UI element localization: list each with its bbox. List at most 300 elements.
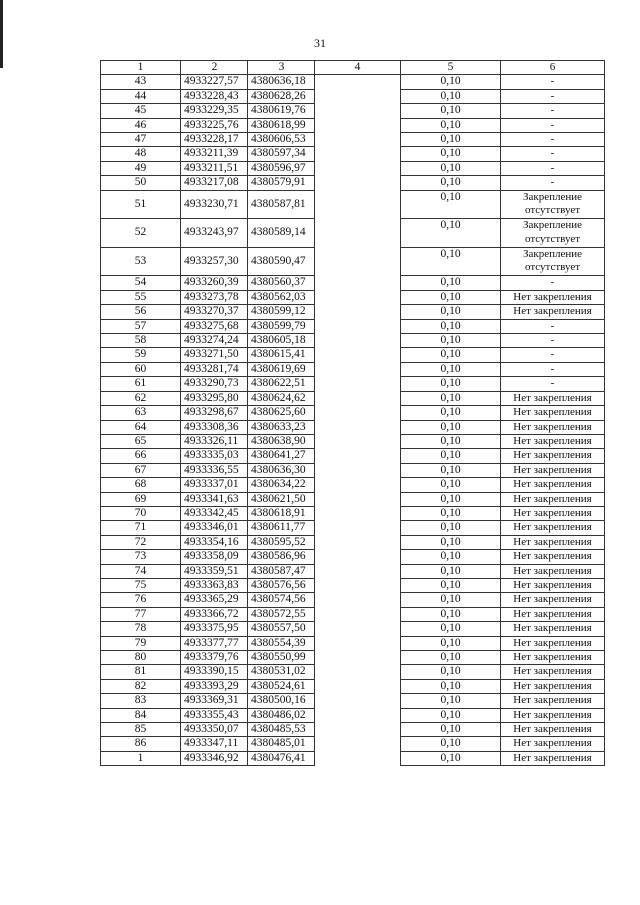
empty-cell (315, 305, 401, 319)
table-row (101, 406, 605, 420)
fixation-cell: - (501, 276, 605, 290)
x-coordinate-cell: 4933257,30 (181, 247, 248, 276)
fixation-cell: Нет закрепления (501, 636, 605, 650)
x-coordinate-cell: 4933347,11 (181, 737, 248, 751)
point-number-cell: 86 (101, 737, 181, 751)
column-header-6: 6 (501, 61, 605, 75)
y-coordinate-cell: 4380599,12 (248, 305, 315, 319)
accuracy-cell: 0,10 (401, 276, 501, 290)
table-row (101, 391, 605, 405)
fixation-cell: Нет закрепления (501, 694, 605, 708)
empty-cell (315, 679, 401, 693)
x-coordinate-cell: 4933228,43 (181, 89, 248, 103)
accuracy-cell: 0,10 (401, 550, 501, 564)
accuracy-cell: 0,10 (401, 593, 501, 607)
fixation-cell: Нет закрепления (501, 305, 605, 319)
y-coordinate-cell: 4380597,34 (248, 147, 315, 161)
y-coordinate-cell: 4380638,90 (248, 434, 315, 448)
point-number-cell: 79 (101, 636, 181, 650)
accuracy-cell: 0,10 (401, 723, 501, 737)
x-coordinate-cell: 4933230,71 (181, 190, 248, 219)
table-row (101, 319, 605, 333)
table-row (101, 104, 605, 118)
fixation-cell: - (501, 104, 605, 118)
y-coordinate-cell: 4380500,16 (248, 694, 315, 708)
y-coordinate-cell: 4380633,23 (248, 420, 315, 434)
fixation-cell: - (501, 319, 605, 333)
point-number-cell: 58 (101, 334, 181, 348)
fixation-cell: Нет закрепления (501, 723, 605, 737)
x-coordinate-cell: 4933335,03 (181, 449, 248, 463)
accuracy-cell: 0,10 (401, 133, 501, 147)
column-header-5: 5 (401, 61, 501, 75)
point-number-cell: 46 (101, 118, 181, 132)
point-number-cell: 57 (101, 319, 181, 333)
y-coordinate-cell: 4380596,97 (248, 161, 315, 175)
fixation-cell: Нет закрепления (501, 535, 605, 549)
y-coordinate-cell: 4380550,99 (248, 651, 315, 665)
fixation-cell: - (501, 176, 605, 190)
empty-cell (315, 89, 401, 103)
empty-cell (315, 723, 401, 737)
point-number-cell: 55 (101, 290, 181, 304)
accuracy-cell: 0,10 (401, 176, 501, 190)
point-number-cell: 74 (101, 564, 181, 578)
empty-cell (315, 622, 401, 636)
empty-cell (315, 665, 401, 679)
table-row (101, 176, 605, 190)
fixation-cell: Нет закрепления (501, 420, 605, 434)
y-coordinate-cell: 4380590,47 (248, 247, 315, 276)
empty-cell (315, 377, 401, 391)
table-row (101, 679, 605, 693)
x-coordinate-cell: 4933243,97 (181, 219, 248, 248)
point-number-cell: 66 (101, 449, 181, 463)
empty-cell (315, 463, 401, 477)
empty-cell (315, 651, 401, 665)
accuracy-cell: 0,10 (401, 334, 501, 348)
accuracy-cell: 0,10 (401, 564, 501, 578)
fixation-cell: Нет закрепления (501, 665, 605, 679)
point-number-cell: 69 (101, 492, 181, 506)
y-coordinate-cell: 4380562,03 (248, 290, 315, 304)
x-coordinate-cell: 4933295,80 (181, 391, 248, 405)
table-row (101, 334, 605, 348)
table-row (101, 665, 605, 679)
empty-cell (315, 133, 401, 147)
fixation-cell: Нет закрепления (501, 578, 605, 592)
table-row (101, 449, 605, 463)
x-coordinate-cell: 4933346,01 (181, 521, 248, 535)
y-coordinate-cell: 4380486,02 (248, 708, 315, 722)
fixation-cell: Нет закрепления (501, 434, 605, 448)
accuracy-cell: 0,10 (401, 348, 501, 362)
table-row (101, 305, 605, 319)
column-header-3: 3 (248, 61, 315, 75)
point-number-cell: 44 (101, 89, 181, 103)
y-coordinate-cell: 4380636,18 (248, 75, 315, 89)
y-coordinate-cell: 4380557,50 (248, 622, 315, 636)
point-number-cell: 72 (101, 535, 181, 549)
empty-cell (315, 406, 401, 420)
point-number-cell: 61 (101, 377, 181, 391)
x-coordinate-cell: 4933346,92 (181, 751, 248, 765)
table-row (101, 593, 605, 607)
table-row (101, 377, 605, 391)
point-number-cell: 68 (101, 478, 181, 492)
table-row (101, 478, 605, 492)
point-number-cell: 71 (101, 521, 181, 535)
fixation-cell: Нет закрепления (501, 679, 605, 693)
empty-cell (315, 607, 401, 621)
fixation-cell: - (501, 362, 605, 376)
empty-cell (315, 75, 401, 89)
x-coordinate-cell: 4933274,24 (181, 334, 248, 348)
fixation-cell: - (501, 161, 605, 175)
point-number-cell: 53 (101, 247, 181, 276)
empty-cell (315, 708, 401, 722)
point-number-cell: 45 (101, 104, 181, 118)
point-number-cell: 78 (101, 622, 181, 636)
fixation-cell: - (501, 133, 605, 147)
y-coordinate-cell: 4380554,39 (248, 636, 315, 650)
point-number-cell: 50 (101, 176, 181, 190)
fixation-cell: Нет закрепления (501, 564, 605, 578)
fixation-cell: Нет закрепления (501, 607, 605, 621)
empty-cell (315, 348, 401, 362)
x-coordinate-cell: 4933308,36 (181, 420, 248, 434)
table-body (101, 61, 605, 766)
y-coordinate-cell: 4380618,99 (248, 118, 315, 132)
x-coordinate-cell: 4933365,29 (181, 593, 248, 607)
table-row (101, 651, 605, 665)
accuracy-cell: 0,10 (401, 420, 501, 434)
x-coordinate-cell: 4933393,29 (181, 679, 248, 693)
point-number-cell: 67 (101, 463, 181, 477)
y-coordinate-cell: 4380605,18 (248, 334, 315, 348)
fixation-cell: Нет закрепления (501, 708, 605, 722)
empty-cell (315, 161, 401, 175)
accuracy-cell: 0,10 (401, 377, 501, 391)
fixation-cell: Нет закрепления (501, 593, 605, 607)
empty-cell (315, 636, 401, 650)
column-header-1: 1 (101, 61, 181, 75)
empty-cell (315, 247, 401, 276)
x-coordinate-cell: 4933217,08 (181, 176, 248, 190)
table-row (101, 564, 605, 578)
y-coordinate-cell: 4380618,91 (248, 506, 315, 520)
x-coordinate-cell: 4933270,37 (181, 305, 248, 319)
accuracy-cell: 0,10 (401, 708, 501, 722)
table-row (101, 708, 605, 722)
point-number-cell: 76 (101, 593, 181, 607)
accuracy-cell: 0,10 (401, 478, 501, 492)
table-row (101, 362, 605, 376)
fixation-cell: - (501, 334, 605, 348)
table-row (101, 348, 605, 362)
y-coordinate-cell: 4380628,26 (248, 89, 315, 103)
empty-cell (315, 593, 401, 607)
x-coordinate-cell: 4933337,01 (181, 478, 248, 492)
accuracy-cell: 0,10 (401, 737, 501, 751)
point-number-cell: 63 (101, 406, 181, 420)
empty-cell (315, 334, 401, 348)
accuracy-cell: 0,10 (401, 305, 501, 319)
point-number-cell: 80 (101, 651, 181, 665)
y-coordinate-cell: 4380579,91 (248, 176, 315, 190)
x-coordinate-cell: 4933342,45 (181, 506, 248, 520)
y-coordinate-cell: 4380476,41 (248, 751, 315, 765)
empty-cell (315, 118, 401, 132)
accuracy-cell: 0,10 (401, 521, 501, 535)
accuracy-cell: 0,10 (401, 449, 501, 463)
point-number-cell: 52 (101, 219, 181, 248)
table-row (101, 219, 605, 248)
point-number-cell: 85 (101, 723, 181, 737)
y-coordinate-cell: 4380619,76 (248, 104, 315, 118)
table-row (101, 118, 605, 132)
accuracy-cell: 0,10 (401, 622, 501, 636)
empty-cell (315, 420, 401, 434)
table-row (101, 622, 605, 636)
x-coordinate-cell: 4933358,09 (181, 550, 248, 564)
x-coordinate-cell: 4933260,39 (181, 276, 248, 290)
point-number-cell: 59 (101, 348, 181, 362)
table-row (101, 506, 605, 520)
table-row (101, 463, 605, 477)
y-coordinate-cell: 4380606,53 (248, 133, 315, 147)
y-coordinate-cell: 4380485,01 (248, 737, 315, 751)
fixation-cell: - (501, 377, 605, 391)
accuracy-cell: 0,10 (401, 578, 501, 592)
fixation-cell: Закрепление отсутствует (501, 247, 605, 276)
y-coordinate-cell: 4380587,81 (248, 190, 315, 219)
accuracy-cell: 0,10 (401, 104, 501, 118)
accuracy-cell: 0,10 (401, 406, 501, 420)
fixation-cell: Нет закрепления (501, 290, 605, 304)
page-edge-mark (0, 0, 3, 68)
x-coordinate-cell: 4933211,39 (181, 147, 248, 161)
x-coordinate-cell: 4933275,68 (181, 319, 248, 333)
x-coordinate-cell: 4933298,67 (181, 406, 248, 420)
column-header-4: 4 (315, 61, 401, 75)
empty-cell (315, 362, 401, 376)
table-row (101, 434, 605, 448)
y-coordinate-cell: 4380621,50 (248, 492, 315, 506)
y-coordinate-cell: 4380574,56 (248, 593, 315, 607)
table-row (101, 75, 605, 89)
table-row (101, 694, 605, 708)
y-coordinate-cell: 4380619,69 (248, 362, 315, 376)
empty-cell (315, 521, 401, 535)
point-number-cell: 73 (101, 550, 181, 564)
point-number-cell: 48 (101, 147, 181, 161)
table-row (101, 521, 605, 535)
y-coordinate-cell: 4380599,79 (248, 319, 315, 333)
accuracy-cell: 0,10 (401, 607, 501, 621)
table-row (101, 147, 605, 161)
accuracy-cell: 0,10 (401, 434, 501, 448)
fixation-cell: Нет закрепления (501, 751, 605, 765)
point-number-cell: 60 (101, 362, 181, 376)
y-coordinate-cell: 4380624,62 (248, 391, 315, 405)
table-row (101, 636, 605, 650)
point-number-cell: 81 (101, 665, 181, 679)
x-coordinate-cell: 4933336,55 (181, 463, 248, 477)
empty-cell (315, 550, 401, 564)
table-row (101, 607, 605, 621)
y-coordinate-cell: 4380615,41 (248, 348, 315, 362)
column-header-2: 2 (181, 61, 248, 75)
fixation-cell: - (501, 118, 605, 132)
accuracy-cell: 0,10 (401, 506, 501, 520)
y-coordinate-cell: 4380625,60 (248, 406, 315, 420)
accuracy-cell: 0,10 (401, 463, 501, 477)
fixation-cell: Закрепление отсутствует (501, 190, 605, 219)
empty-cell (315, 147, 401, 161)
table-row (101, 751, 605, 765)
accuracy-cell: 0,10 (401, 665, 501, 679)
empty-cell (315, 391, 401, 405)
y-coordinate-cell: 4380572,55 (248, 607, 315, 621)
point-number-cell: 84 (101, 708, 181, 722)
x-coordinate-cell: 4933350,07 (181, 723, 248, 737)
fixation-cell: - (501, 89, 605, 103)
empty-cell (315, 506, 401, 520)
x-coordinate-cell: 4933273,78 (181, 290, 248, 304)
point-number-cell: 49 (101, 161, 181, 175)
fixation-cell: - (501, 75, 605, 89)
y-coordinate-cell: 4380589,14 (248, 219, 315, 248)
empty-cell (315, 434, 401, 448)
accuracy-cell: 0,10 (401, 362, 501, 376)
x-coordinate-cell: 4933290,73 (181, 377, 248, 391)
y-coordinate-cell: 4380641,27 (248, 449, 315, 463)
fixation-cell: Нет закрепления (501, 449, 605, 463)
fixation-cell: Нет закрепления (501, 521, 605, 535)
empty-cell (315, 319, 401, 333)
y-coordinate-cell: 4380636,30 (248, 463, 315, 477)
table-row (101, 723, 605, 737)
x-coordinate-cell: 4933225,76 (181, 118, 248, 132)
point-number-cell: 83 (101, 694, 181, 708)
point-number-cell: 47 (101, 133, 181, 147)
point-number-cell: 64 (101, 420, 181, 434)
empty-cell (315, 190, 401, 219)
y-coordinate-cell: 4380576,56 (248, 578, 315, 592)
fixation-cell: - (501, 348, 605, 362)
empty-cell (315, 751, 401, 765)
x-coordinate-cell: 4933326,11 (181, 434, 248, 448)
point-number-cell: 82 (101, 679, 181, 693)
empty-cell (315, 564, 401, 578)
empty-cell (315, 276, 401, 290)
x-coordinate-cell: 4933227,57 (181, 75, 248, 89)
x-coordinate-cell: 4933354,16 (181, 535, 248, 549)
fixation-cell: Нет закрепления (501, 737, 605, 751)
x-coordinate-cell: 4933379,76 (181, 651, 248, 665)
accuracy-cell: 0,10 (401, 651, 501, 665)
table-header-row (101, 61, 605, 75)
page-number: 31 (314, 36, 326, 50)
point-number-cell: 54 (101, 276, 181, 290)
table-row (101, 492, 605, 506)
fixation-cell: Нет закрепления (501, 492, 605, 506)
point-number-cell: 75 (101, 578, 181, 592)
fixation-cell: Нет закрепления (501, 391, 605, 405)
accuracy-cell: 0,10 (401, 391, 501, 405)
x-coordinate-cell: 4933359,51 (181, 564, 248, 578)
fixation-cell: Нет закрепления (501, 478, 605, 492)
fixation-cell: Нет закрепления (501, 550, 605, 564)
x-coordinate-cell: 4933281,74 (181, 362, 248, 376)
y-coordinate-cell: 4380524,61 (248, 679, 315, 693)
accuracy-cell: 0,10 (401, 492, 501, 506)
table-row (101, 737, 605, 751)
empty-cell (315, 176, 401, 190)
point-number-cell: 70 (101, 506, 181, 520)
table-row (101, 133, 605, 147)
empty-cell (315, 449, 401, 463)
point-number-cell: 51 (101, 190, 181, 219)
x-coordinate-cell: 4933228,17 (181, 133, 248, 147)
accuracy-cell: 0,10 (401, 319, 501, 333)
x-coordinate-cell: 4933271,50 (181, 348, 248, 362)
x-coordinate-cell: 4933229,35 (181, 104, 248, 118)
x-coordinate-cell: 4933377,77 (181, 636, 248, 650)
x-coordinate-cell: 4933355,43 (181, 708, 248, 722)
table-row (101, 190, 605, 219)
accuracy-cell: 0,10 (401, 636, 501, 650)
point-number-cell: 56 (101, 305, 181, 319)
y-coordinate-cell: 4380560,37 (248, 276, 315, 290)
accuracy-cell: 0,10 (401, 219, 501, 248)
x-coordinate-cell: 4933369,31 (181, 694, 248, 708)
point-number-cell: 43 (101, 75, 181, 89)
table-row (101, 550, 605, 564)
accuracy-cell: 0,10 (401, 190, 501, 219)
x-coordinate-cell: 4933390,15 (181, 665, 248, 679)
empty-cell (315, 578, 401, 592)
point-number-cell: 77 (101, 607, 181, 621)
empty-cell (315, 290, 401, 304)
accuracy-cell: 0,10 (401, 75, 501, 89)
table-row (101, 161, 605, 175)
empty-cell (315, 535, 401, 549)
coordinates-table (100, 60, 605, 766)
table-row (101, 247, 605, 276)
y-coordinate-cell: 4380587,47 (248, 564, 315, 578)
x-coordinate-cell: 4933375,95 (181, 622, 248, 636)
point-number-cell: 62 (101, 391, 181, 405)
y-coordinate-cell: 4380485,53 (248, 723, 315, 737)
empty-cell (315, 478, 401, 492)
table-row (101, 290, 605, 304)
accuracy-cell: 0,10 (401, 751, 501, 765)
y-coordinate-cell: 4380634,22 (248, 478, 315, 492)
fixation-cell: Нет закрепления (501, 651, 605, 665)
accuracy-cell: 0,10 (401, 679, 501, 693)
accuracy-cell: 0,10 (401, 89, 501, 103)
y-coordinate-cell: 4380586,96 (248, 550, 315, 564)
accuracy-cell: 0,10 (401, 535, 501, 549)
table-row (101, 276, 605, 290)
table-row (101, 535, 605, 549)
accuracy-cell: 0,10 (401, 161, 501, 175)
table-row (101, 89, 605, 103)
accuracy-cell: 0,10 (401, 147, 501, 161)
empty-cell (315, 104, 401, 118)
